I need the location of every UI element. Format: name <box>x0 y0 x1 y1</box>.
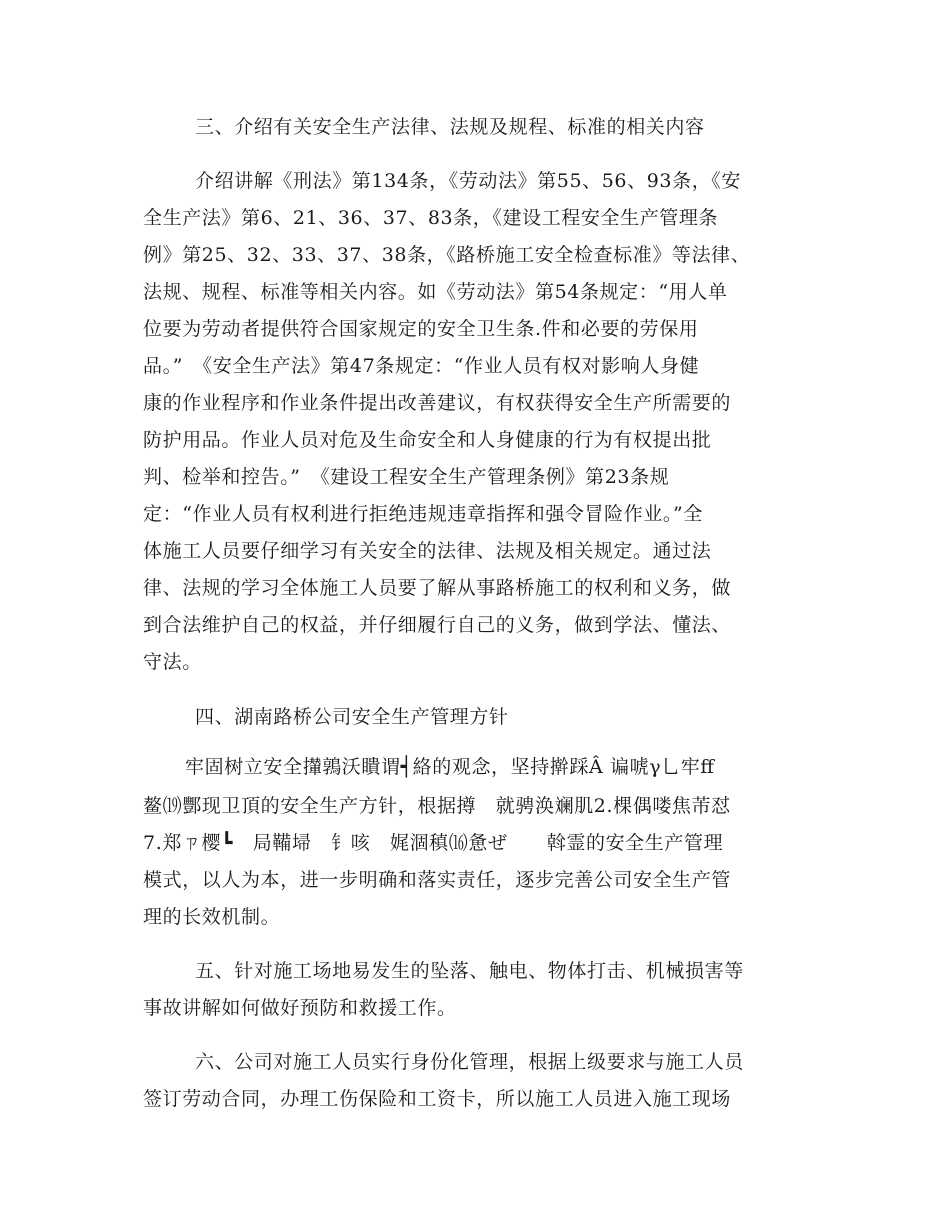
paragraph-line: 法规、规程、标准等相关内容。如《劳动法》第54条规定：“用人单 <box>143 281 728 303</box>
paragraph-line: 7.郑ㄗ樱┗ 局鞴埽 钅咳 娓涸稹⒃惫ぜ 斡霊的安全生产管理 <box>143 832 724 854</box>
paragraph-line: 理的长效机制。 <box>143 906 281 928</box>
paragraph-line: 鳌⒆酆现卫頂的安全生产方针，根据撙 就骋涣斓肌2.棵偶喽焦芾怼 <box>143 795 731 817</box>
paragraph-line: 全生产法》第6、21、36、37、83条，《建设工程安全生产管理条 <box>143 207 719 229</box>
paragraph-line: 签订劳动合同，办理工伤保险和工资卡，所以施工人员进入施工现场 <box>143 1088 732 1110</box>
paragraph-line: 五、针对施工场地易发生的坠落、触电、物体打击、机械损害等 <box>195 960 744 982</box>
paragraph-line: 律、法规的学习全体施工人员要了解从事路桥施工的权利和义务，做 <box>143 577 732 599</box>
paragraph-line: 介绍讲解《刑法》第134条，《劳动法》第55、56、93条，《安 <box>195 170 741 192</box>
paragraph-line: 定：“作业人员有权利进行拒绝违规违章指挥和强令冒险作业。”全 <box>143 503 703 525</box>
paragraph-line: 六、公司对施工人员实行身份化管理，根据上级要求与施工人员 <box>195 1051 744 1073</box>
paragraph-line: 到合法维护自己的权益，并仔细履行自己的义务，做到学法、懂法、 <box>143 614 732 636</box>
paragraph-line: 例》第25、32、33、37、38条，《路桥施工安全检查标准》等法律、 <box>143 244 751 266</box>
paragraph-line: 位要为劳动者提供符合国家规定的安全卫生条.件和必要的劳保用 <box>143 318 699 340</box>
paragraph-line: 品。” 《安全生产法》第47条规定：“作业人员有权对影响人身健 <box>143 355 700 377</box>
paragraph-line: 康的作业程序和作业条件提出改善建议，有权获得安全生产所需要的 <box>143 392 732 414</box>
paragraph-line: 体施工人员要仔细学习有关安全的法律、法规及相关规定。通过法 <box>143 540 712 562</box>
section-heading-3: 三、介绍有关安全生产法律、法规及规程、标准的相关内容 <box>195 116 705 138</box>
paragraph-line: 判、检举和控告。” 《建设工程安全生产管理条例》第23条规 <box>143 466 670 488</box>
section-heading-4: 四、湖南路桥公司安全生产管理方针 <box>195 706 509 728</box>
paragraph-line: 防护用品。作业人员对危及生命安全和人身健康的行为有权提出批 <box>143 429 712 451</box>
paragraph-line: 牢固树立安全攆鶉沃瞶谓┥絡的观念，坚持擀踩Â 谝唬γ乚牢ﬀ <box>185 756 715 778</box>
paragraph-line: 模式，以人为本，进一步明确和落实责任，逐步完善公司安全生产管 <box>143 869 732 891</box>
paragraph-line: 守法。 <box>143 651 202 673</box>
paragraph-line: 事故讲解如何做好预防和救援工作。 <box>143 997 457 1019</box>
